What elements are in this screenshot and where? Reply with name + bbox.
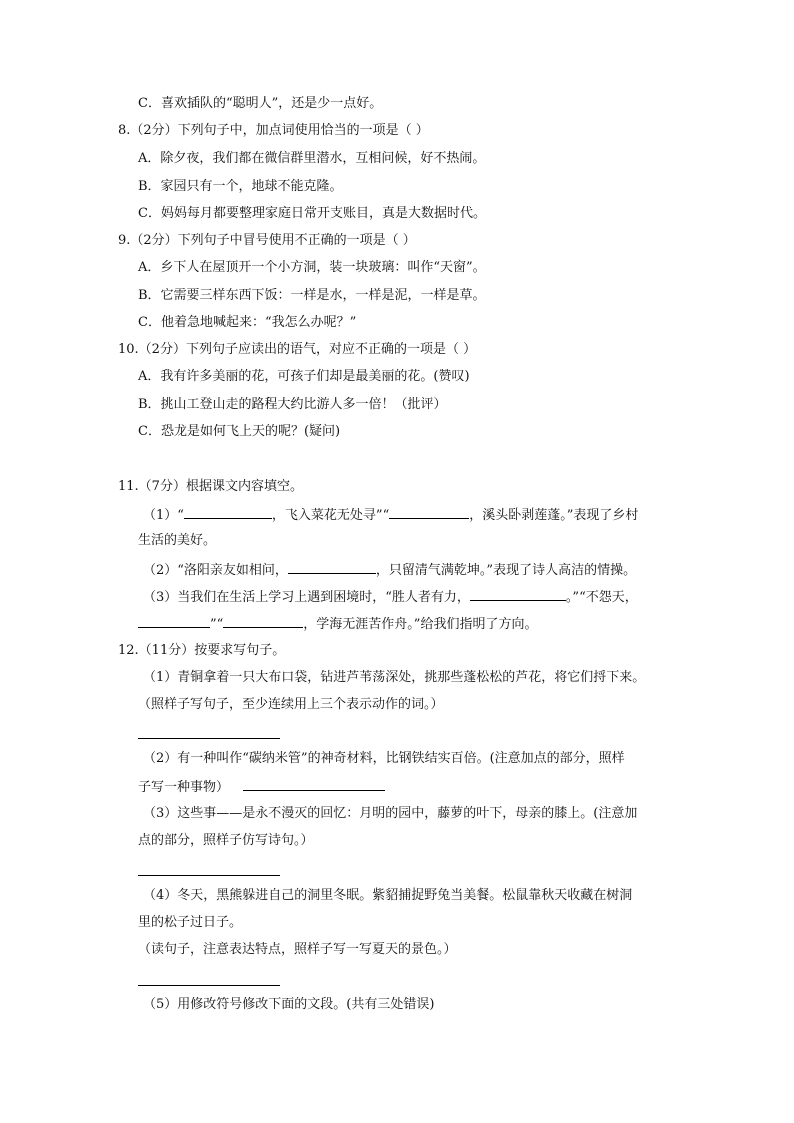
q8-stem: 8.（2分）下列句子中，加点词使用恰当的一项是（ ） [118, 123, 429, 138]
q11-p3-text-d: ，学海无涯苦作舟。”给我们指明了方向。 [303, 617, 538, 632]
q12-part4-line2: 里的松子过日子。 [138, 915, 243, 930]
q10-option-a: A．我有许多美丽的花，可孩子们却是最美丽的花。(赞叹) [138, 369, 470, 384]
q11-p3-text-b: 。”“不怨天， [565, 590, 638, 605]
q11-p1-blank-1[interactable] [184, 505, 272, 519]
q12-part1-answer-line[interactable] [138, 738, 280, 739]
q10-option-b: B．挑山工登山走的路程大约比游人多一倍！（批评） [138, 397, 447, 412]
q12-part4-line3: （读句子，注意表达特点，照样子写一写夏天的景色。） [138, 942, 457, 957]
q11-p1-text-c: ，溪头卧剥莲蓬。”表现了乡村 [469, 508, 639, 523]
q12-part3-line2: 点的部分，照样子仿写诗句。） [138, 833, 314, 848]
q9-option-b: B．它需要三样东西下饭：一样是水，一样是泥，一样是草。 [138, 288, 486, 303]
q11-p3-blank-3[interactable] [223, 614, 303, 628]
q12-part5-line1: （5）用修改符号修改下面的文段。(共有三处错误) [143, 997, 435, 1012]
q11-stem: 11.（7分）根据课文内容填空。 [118, 479, 303, 494]
q11-part1-line2: 生活的美好。 [138, 533, 217, 548]
q12-part3-line1: （3）这些事——是永不漫灭的回忆：月明的园中，藤萝的叶下，母亲的膝上。(注意加 [143, 806, 638, 821]
q8-option-c: C．妈妈每月都要整理家庭日常开支账目，真是大数据时代。 [138, 206, 486, 221]
q10-stem: 10.（2分）下列句子应读出的语气，对应不正确的一项是（ ） [118, 342, 477, 357]
q11-p1-text-b: ，飞入菜花无处寻”“ [271, 508, 390, 523]
q11-p3-text-c: ”“ [210, 617, 224, 632]
q12-part3-answer-line[interactable] [138, 875, 280, 876]
q11-p2-text-a: （2）“洛阳亲友如相问， [143, 563, 288, 578]
q9-stem: 9.（2分）下列句子中冒号使用不正确的一项是（ ） [118, 233, 416, 248]
q9-option-a: A．乡下人在屋顶开一个小方洞，装一块玻璃：叫作“天窗”。 [138, 260, 486, 275]
q11-p1-blank-2[interactable] [389, 505, 469, 519]
q11-part3-line2 [138, 614, 537, 634]
q9-option-c: C．他着急地喊起来：“我怎么办呢？” [138, 315, 357, 330]
q12-part1-line2: （照样子写句子，至少连续用上三个表示动作的词。） [138, 697, 444, 712]
q11-part3-line1 [143, 587, 638, 607]
q11-part1-line1 [143, 505, 638, 525]
q12-part2-line2 [138, 777, 385, 797]
q12-p2-text: 子写一种事物） [138, 780, 230, 795]
q12-part1-line1: （1）青铜拿着一只大布口袋，钻进芦苇荡深处，挑那些蓬松松的芦花，将它们捋下来。 [143, 670, 646, 685]
q11-p2-blank[interactable] [288, 560, 376, 574]
q8-option-b: B．家园只有一个，地球不能克隆。 [138, 179, 343, 194]
q11-p2-text-b: ，只留清气满乾坤。”表现了诗人高洁的情操。 [375, 563, 637, 578]
q11-p3-text-a: （3）当我们在生活上学习上遇到困境时，“胜人者有力， [143, 590, 470, 605]
q12-part4-line1: （4）冬天，黑熊躲进自己的洞里冬眠。紫貂捕捉野兔当美餐。松鼠靠秋天收藏在树洞 [143, 888, 633, 903]
q7-option-c: C．喜欢插队的“聪明人”，还是少一点好。 [138, 96, 383, 111]
q12-stem: 12.（11分）按要求写句子。 [118, 643, 286, 658]
q8-option-a: A．除夕夜，我们都在微信群里潜水，互相问候，好不热闹。 [138, 151, 486, 166]
q12-part4-answer-line[interactable] [138, 985, 280, 986]
q12-p2-answer-blank[interactable] [243, 777, 385, 791]
q11-p3-blank-2[interactable] [138, 614, 210, 628]
q10-option-c: C．恐龙是如何飞上天的呢？(疑问) [138, 424, 341, 439]
q12-part2-line1: （2）有一种叫作“碳纳米管”的神奇材料，比钢铁结实百倍。(注意加点的部分，照样 [143, 751, 625, 766]
q11-p3-blank-1[interactable] [470, 587, 566, 601]
q11-p1-text-a: （1）“ [143, 508, 184, 523]
q11-part2 [143, 560, 636, 580]
